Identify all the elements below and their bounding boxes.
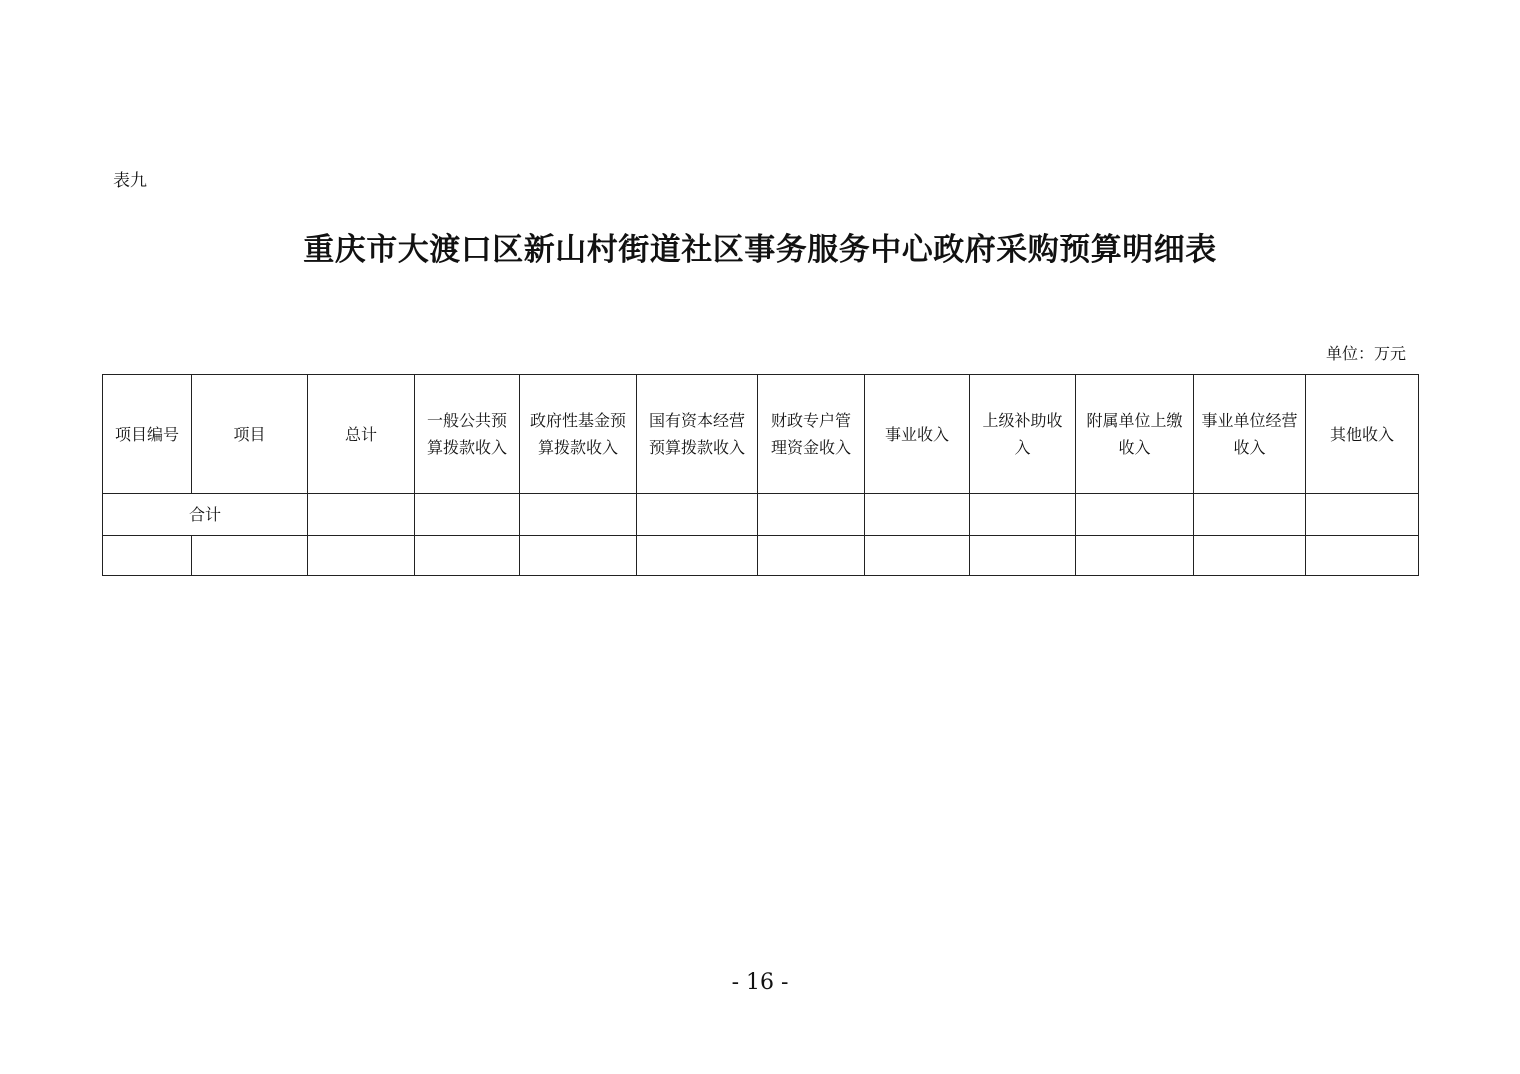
table-cell — [637, 494, 758, 536]
table-cell — [1194, 536, 1306, 576]
table-cell — [415, 494, 520, 536]
table-label: 表九 — [113, 171, 147, 191]
header-cell: 总计 — [308, 375, 415, 494]
table-cell — [1306, 536, 1419, 576]
table-cell — [308, 536, 415, 576]
table-cell — [1306, 494, 1419, 536]
table-cell — [520, 494, 637, 536]
header-cell: 其他收入 — [1306, 375, 1419, 494]
header-cell: 一般公共预算拨款收入 — [415, 375, 520, 494]
total-label: 合计 — [103, 494, 308, 536]
table-cell — [865, 494, 970, 536]
table-cell — [1194, 494, 1306, 536]
table-cell — [1076, 536, 1194, 576]
header-cell: 政府性基金预算拨款收入 — [520, 375, 637, 494]
table-cell — [1076, 494, 1194, 536]
header-cell: 项目编号 — [103, 375, 192, 494]
unit-label: 单位：万元 — [1325, 344, 1406, 363]
header-cell: 附属单位上缴收入 — [1076, 375, 1194, 494]
table-cell — [103, 536, 192, 576]
table-row — [103, 536, 1419, 576]
table-cell — [970, 536, 1076, 576]
table-cell — [415, 536, 520, 576]
header-cell: 上级补助收入 — [970, 375, 1076, 494]
table-cell — [192, 536, 308, 576]
table-cell — [865, 536, 970, 576]
procurement-budget-table — [102, 374, 1419, 576]
table-cell — [520, 536, 637, 576]
page-number: - 16 - — [731, 970, 789, 995]
header-cell: 项目 — [192, 375, 308, 494]
page-title: 重庆市大渡口区新山村街道社区事务服务中心政府采购预算明细表 — [303, 232, 1217, 268]
header-cell: 事业收入 — [865, 375, 970, 494]
header-cell: 财政专户管理资金收入 — [758, 375, 865, 494]
header-cell: 国有资本经营预算拨款收入 — [637, 375, 758, 494]
header-cell: 事业单位经营收入 — [1194, 375, 1306, 494]
table-cell — [970, 494, 1076, 536]
table-cell — [758, 536, 865, 576]
table-cell — [637, 536, 758, 576]
total-row — [103, 494, 1419, 536]
table-header-row — [103, 375, 1419, 494]
table-cell — [308, 494, 415, 536]
table-cell — [758, 494, 865, 536]
